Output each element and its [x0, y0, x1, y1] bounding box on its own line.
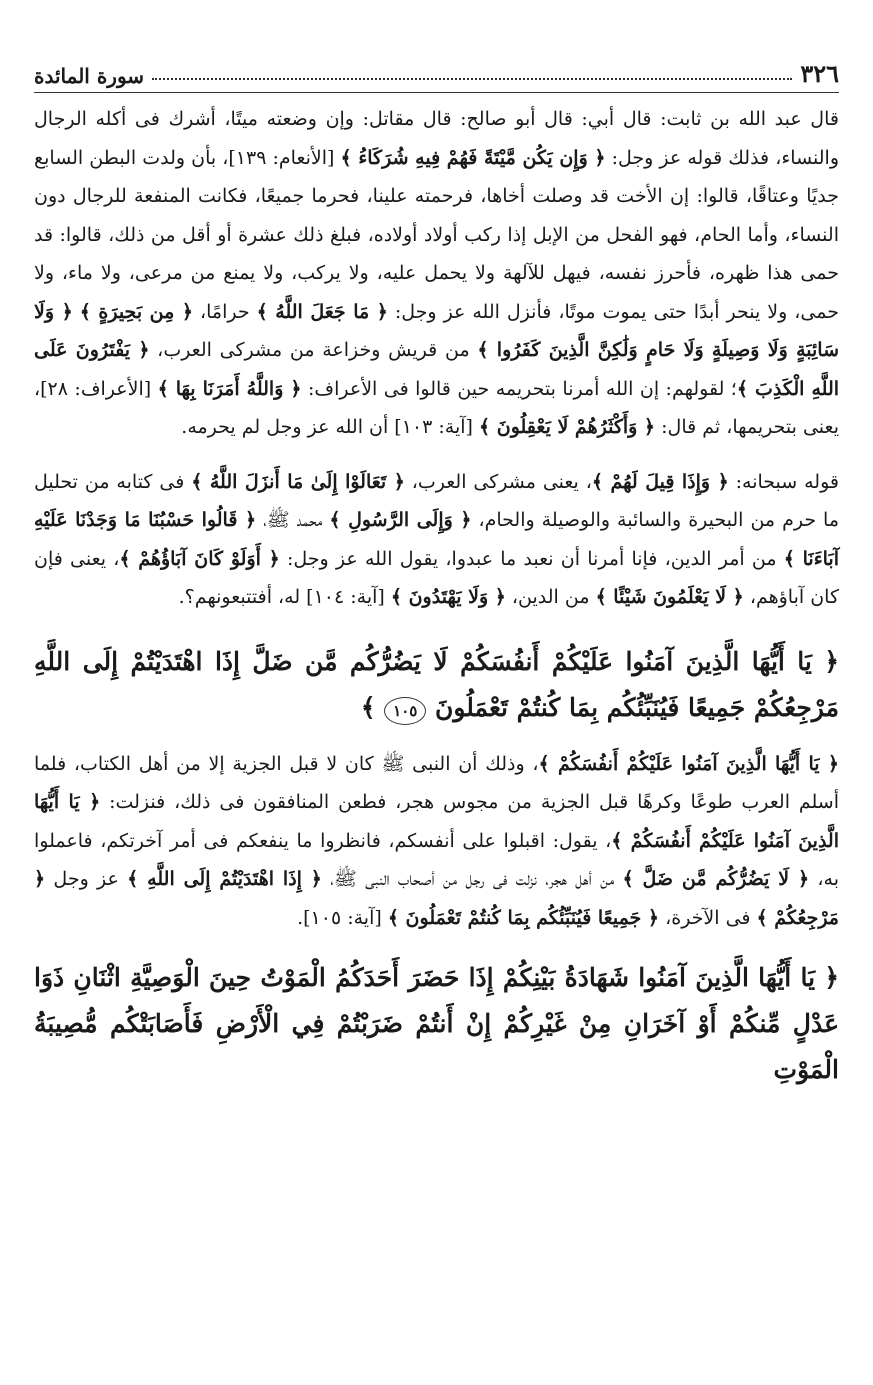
- text: ، يعنى مشركى العرب،: [404, 470, 592, 493]
- text: [الأنعام: ١٣٩]، بأن ولدت البطن السابع جديًا وعتاقًا، قالوا: إن الأخت قد وصلت أخاها، فرحمته علينا، فحرما جميعًا، فكانت المنفعة للرجال دون النساء، وأما الحام، فهو الفحل من الإبل إذا ركب أولاد أولاده، فبلغ ذلك عشرة أو أقل من ذلك، قالوا: قد حمى هذا ظهره، فأحرز نفسه، فيهل للآلهة ولا يحمل عليه، ولا يركب، ولا يمنع من مرعى، ولا ماء، ولا حمى، ولا ينحر أبدًا حتى يموت موتًا، فأنزل الله عز وجل:: [34, 146, 839, 323]
- page-body: [34, 100, 839, 1107]
- paragraph-1: [34, 100, 839, 447]
- text: فى الآخرة،: [659, 906, 757, 929]
- quran-quote: ﴿ جَمِيعًا فَيُنَبِّئُكُم بِمَا كُنتُمْ تَعْمَلُونَ ﴾: [387, 906, 660, 929]
- quran-quote: ﴿ وَإِن يَكُن مَّيْتَةً فَهُمْ فِيهِ شُرَكَاءُ ﴾: [340, 146, 606, 169]
- page-header: [34, 48, 839, 88]
- quran-quote: ﴿ لَا يَضُرُّكُم مَّن ضَلَّ ﴾: [622, 868, 810, 890]
- verse-close-bracket: ﴾: [360, 692, 376, 722]
- text: فى كتابه من تحليل ما حرم من البحيرة والسائبة والوصيلة والحام،: [34, 470, 840, 531]
- paragraph-2: [34, 463, 839, 617]
- text: محمد ﷺ،: [256, 509, 330, 531]
- quran-quote: ﴿ قَالُوا حَسْبُنَا مَا وَجَدْنَا عَلَيْهِ آبَاءَنَا ﴾: [34, 509, 839, 570]
- verse-text: ﴿ يَا أَيُّهَا الَّذِينَ آمَنُوا عَلَيْكُمْ أَنفُسَكُمْ لَا يَضُرُّكُم مَّن ضَلَّ إِذَا اهْتَدَيْتُمْ إِلَى اللَّهِ مَرْجِعُكُمْ جَمِيعًا فَيُنَبِّئُكُم بِمَا كُنتُمْ تَعْمَلُونَ: [34, 646, 839, 722]
- quran-quote: ﴿ أَوَلَوْ كَانَ آبَاؤُهُمْ ﴾: [119, 547, 280, 570]
- verse-number-marker: ١٠٥: [384, 697, 426, 725]
- page-number: ٣٢٦: [800, 59, 839, 88]
- surah-name: سورة المائدة: [34, 64, 145, 88]
- quran-quote: ﴿ مَا جَعَلَ اللَّهُ ﴾: [256, 300, 388, 323]
- header-dots: [152, 78, 792, 80]
- text: [آية: ١٠٤] له، أفتتبعونهم؟.: [178, 586, 391, 608]
- text: ، وذلك أن النبى ﷺ كان لا قبل الجزية إلا من أهل الكتاب، فلما أسلم العرب طوعًا وكرهًا قبل الجزية من مجوس هجر، فطعن المنافقون فى ذلك، فنزلت:: [34, 752, 839, 813]
- verse-105: [34, 639, 839, 731]
- text: من أمر الدين، فإنا أمرنا أن نعبد ما عبدوا، يقول الله عز وجل:: [279, 547, 784, 570]
- text: قال عبد الله بن ثابت: قال أبي: قال أبو صالح: قال مقاتل: وإن وضعته ميتًا، أشرك فى أكله الرجال والنساء، فذلك قوله عز وجل:: [34, 108, 840, 169]
- quran-quote: ﴿ يَفْتَرُونَ عَلَى اللَّهِ الْكَذِبَ ﴾: [34, 339, 840, 400]
- quran-quote: ﴿ مِن بَحِيرَةٍ ﴾: [79, 300, 193, 323]
- text: [آية: ١٠٣] أن الله عز وجل لم يحرمه.: [181, 416, 479, 438]
- quran-quote: ﴿ تَعَالَوْا إِلَىٰ مَا أَنزَلَ اللَّهُ ﴾: [191, 470, 405, 493]
- quran-quote: ﴿ وَإِذَا قِيلَ لَهُمْ ﴾: [591, 470, 729, 493]
- text: عز وجل: [45, 868, 128, 890]
- header-rule: [34, 92, 839, 93]
- text: ، يقول: اقبلوا على أنفسكم، فانظروا ما ينفعكم فى أمر آخرتكم، فاعملوا به،: [34, 829, 839, 890]
- text: من الدين،: [505, 586, 596, 608]
- quran-quote: ﴿ مَرْجِعُكُمْ ﴾: [34, 868, 839, 929]
- text: [الأعراف: ٢٨]، يعنى بتحريمها، ثم قال:: [34, 377, 839, 438]
- quran-quote: ﴿ يَا أَيُّهَا الَّذِينَ آمَنُوا عَلَيْكُمْ أَنفُسَكُمْ ﴾: [34, 791, 840, 852]
- quran-quote: ﴿ وَلَا سَائِبَةٍ وَلَا وَصِيلَةٍ وَلَا حَامٍ وَلَٰكِنَّ الَّذِينَ كَفَرُوا ﴾: [34, 300, 839, 361]
- quran-quote: ﴿ يَا أَيُّهَا الَّذِينَ آمَنُوا عَلَيْكُمْ أَنفُسَكُمْ ﴾: [538, 752, 839, 775]
- quran-quote: ﴿ وَإِلَى الرَّسُولِ ﴾: [329, 509, 472, 531]
- text: ؛ لقولهم: إن الله أمرنا بتحريمه حين قالوا فى الأعراف:: [301, 377, 737, 400]
- paragraph-3: [34, 745, 839, 938]
- text: من قريش وخزاعة من مشركى العرب،: [149, 339, 478, 361]
- quran-quote: ﴿ وَلَا يَهْتَدُونَ ﴾: [390, 586, 506, 608]
- text: قوله سبحانه:: [728, 470, 839, 493]
- verse-text: ﴿ يَا أَيُّهَا الَّذِينَ آمَنُوا شَهَادَةُ بَيْنِكُمْ إِذَا حَضَرَ أَحَدَكُمُ الْمَوْتُ حِينَ الْوَصِيَّةِ اثْنَانِ ذَوَا عَدْلٍ مِّنكُمْ أَوْ آخَرَانِ مِنْ غَيْرِكُمْ إِنْ أَنتُمْ ضَرَبْتُمْ فِي الْأَرْضِ فَأَصَابَتْكُم مُّصِيبَةُ الْمَوْتِ: [34, 963, 839, 1084]
- quran-quote: ﴿ إِذَا اهْتَدَيْتُمْ إِلَى اللَّهِ ﴾: [127, 868, 322, 890]
- text: ، يعنى فإن كان آباؤهم،: [34, 547, 839, 608]
- quran-quote: ﴿ وَاللَّهُ أَمَرَنَا بِهَا ﴾: [157, 377, 302, 400]
- text: من أهل هجر، نزلت فى رجل من أصحاب النبى ﷺ،: [321, 868, 623, 890]
- quran-quote: ﴿ وَأَكْثَرُهُمْ لَا يَعْقِلُونَ ﴾: [479, 416, 656, 438]
- text: [آية: ١٠٥].: [297, 906, 388, 929]
- text: حرامًا،: [193, 300, 257, 323]
- text: [73, 301, 80, 323]
- verse-106: [34, 955, 839, 1093]
- quran-quote: ﴿ لَا يَعْلَمُونَ شَيْئًا ﴾: [595, 586, 744, 608]
